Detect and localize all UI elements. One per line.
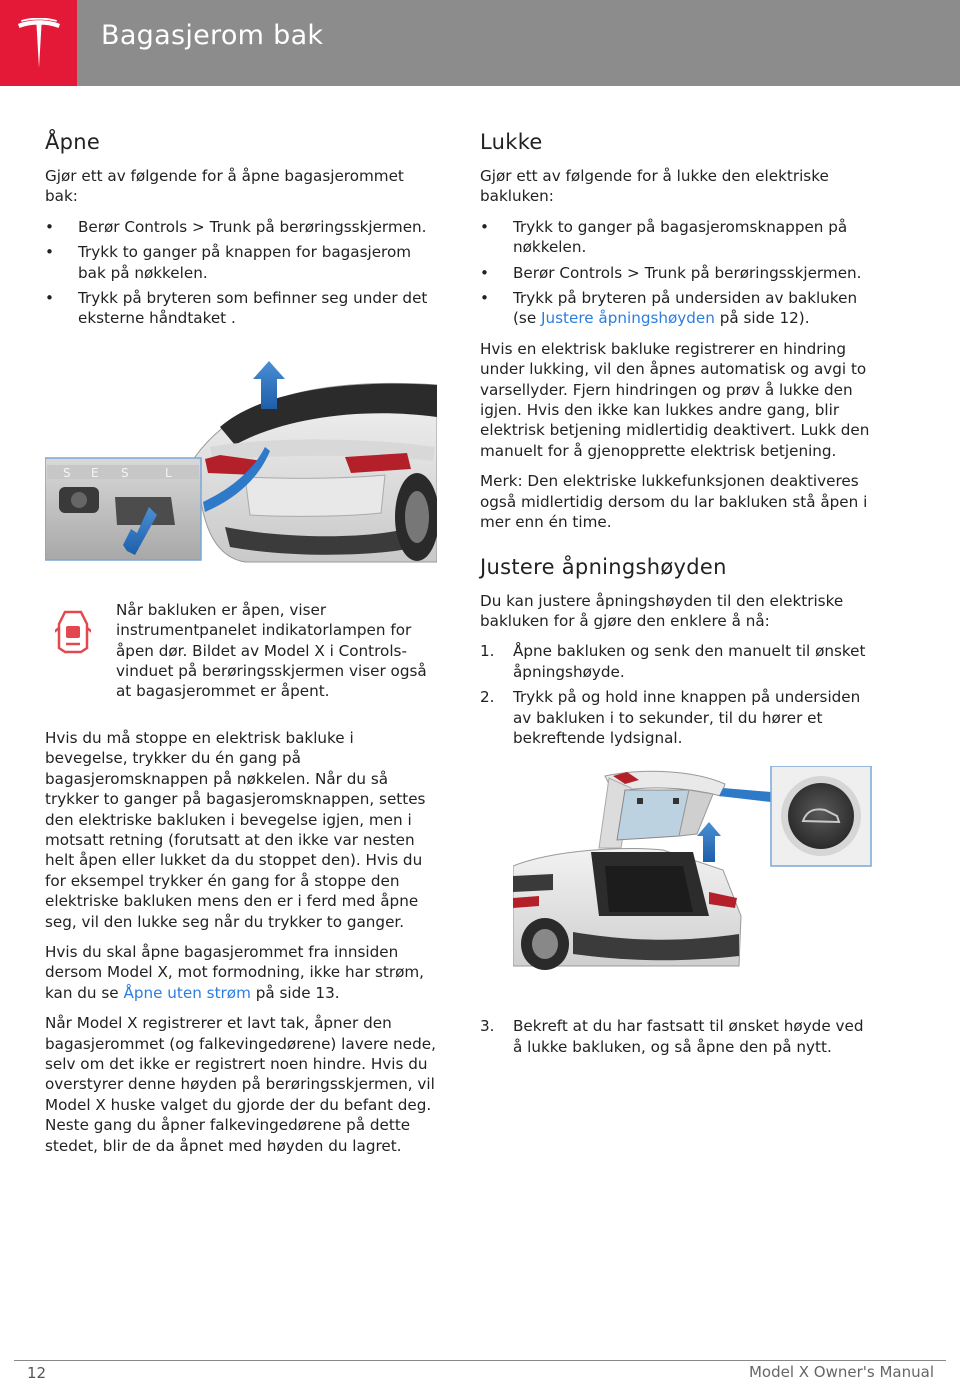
open-options-list (45, 217, 437, 329)
right-column (480, 130, 872, 1067)
open-without-power-link[interactable]: Åpne uten strøm (123, 983, 251, 1002)
auto-close-note: Merk: Den elektriske lukkefunksjonen deaktiveres også midlertidig dersom du lar bakluken stå åpen i mer enn én time. (480, 472, 868, 532)
list-item: • Trykk to ganger på knappen for bagasjerom bak på nøkkelen. (45, 242, 437, 283)
manual-name: Model X Owner's Manual (748, 1363, 934, 1381)
note-text: Når bakluken er åpen, viser instrumentpanelet indikatorlampen for åpen dør. Bildet av Model X i Controls-vinduet på berøringsskjermen viser også at bagasjerommet er åpent. (116, 600, 427, 701)
svg-text:S: S (121, 465, 129, 480)
obstruction-paragraph: Hvis en elektrisk bakluke registrerer en hindring under lukking, vil den åpnes automatisk og avgi to varsellyder. Fjern hindringen og prøv å lukke den igjen. Hvis den ikke kan lukkes andre gang, blir elektrisk betjening midlertidig deaktivert. Lukk den manuelt for å gjenopprette elektrisk betjening. (480, 339, 870, 460)
liftgate-button-illustration (513, 766, 873, 996)
adjust-steps-list-continued (480, 1016, 872, 1057)
close-options-list (480, 217, 872, 329)
open-indicator-note (45, 600, 437, 702)
list-item: • Trykk to ganger på bagasjeromsknappen på nøkkelen. (480, 217, 872, 258)
list-item: 3. Bekreft at du har fastsatt til ønsket høyde ved å lukke bakluken, og så åpne den på nytt. (480, 1017, 864, 1056)
footer-divider (14, 1360, 946, 1361)
trunk-open-switch-illustration (45, 357, 437, 582)
low-ceiling-paragraph: Når Model X registrerer et lavt tak, åpner den bagasjerommet (og falkevingedørene) lavere nede, selv om det ikke er registrert noen hindre. Hvis du overstyrer denne høyden på berøringsskjermen, vil Model X huske valget du gjorde der du befant deg. Neste gang du åpner falkevingedørene på dette stedet, blir de da åpnet med høyden du lagret. (45, 1014, 436, 1155)
page-title: Bagasjerom bak (101, 20, 324, 51)
tesla-logo-icon (15, 18, 63, 68)
svg-text:L: L (165, 465, 172, 480)
svg-text:E: E (91, 465, 99, 480)
close-intro: Gjør ett av følgende for å lukke den elektriske bakluken: (480, 167, 829, 206)
list-item: • Berør Controls > Trunk på berøringsskjermen. (480, 263, 872, 283)
tesla-logo (0, 0, 77, 86)
page-header (0, 0, 960, 86)
stop-tailgate-paragraph: Hvis du må stoppe en elektrisk bakluke i bevegelse, trykker du én gang på bagasjeromsknappen på nøkkelen. Når du så trykker to ganger på bagasjeromsknappen, settes den elektriske bakluken i bevegelse igjen, men i motsatt retning (forutsatt at den ikke var nesten helt åpen eller lukket da du stoppet den). Hvis du for eksempel trykker én gang for å stoppe den elektriske bakluken mens den er i ferd med åpne seg, vil den lukke seg når du trykker to ganger. (45, 728, 426, 931)
page-number: 12 (27, 1364, 47, 1382)
list-item: • Trykk på bryteren som befinner seg under det eksterne håndtaket . (45, 288, 437, 329)
list-item: • Berør Controls > Trunk på berøringsskjermen. (45, 217, 437, 237)
section-heading-close: Lukke (480, 130, 543, 154)
left-column (45, 130, 437, 1166)
svg-text:S: S (63, 465, 71, 480)
list-item: • Trykk på bryteren på undersiden av bakluken (se Justere åpningshøyden på side 12). (480, 288, 872, 329)
section-heading-open: Åpne (45, 130, 101, 154)
list-item: 1. Åpne bakluken og senk den manuelt til ønsket åpningshøyde. (480, 642, 866, 681)
adjust-opening-height-link[interactable]: Justere åpningshøyden (541, 309, 715, 328)
no-power-paragraph: Hvis du skal åpne bagasjerommet fra innsiden dersom Model X, mot formodning, ikke har strøm, kan du se Åpne uten strøm på side 13. (45, 942, 424, 1002)
open-door-indicator-icon (55, 608, 91, 660)
open-intro: Gjør ett av følgende for å åpne bagasjerommet bak: (45, 167, 404, 206)
section-heading-adjust-height: Justere åpningshøyden (480, 554, 727, 579)
list-item: 2. Trykk på og hold inne knappen på undersiden av bakluken i to sekunder, til du hører et bekreftende lydsignal. (480, 688, 861, 747)
adjust-steps-list (480, 641, 872, 748)
adjust-intro: Du kan justere åpningshøyden til den elektriske bakluken for å gjøre den enklere å nå: (480, 591, 844, 630)
